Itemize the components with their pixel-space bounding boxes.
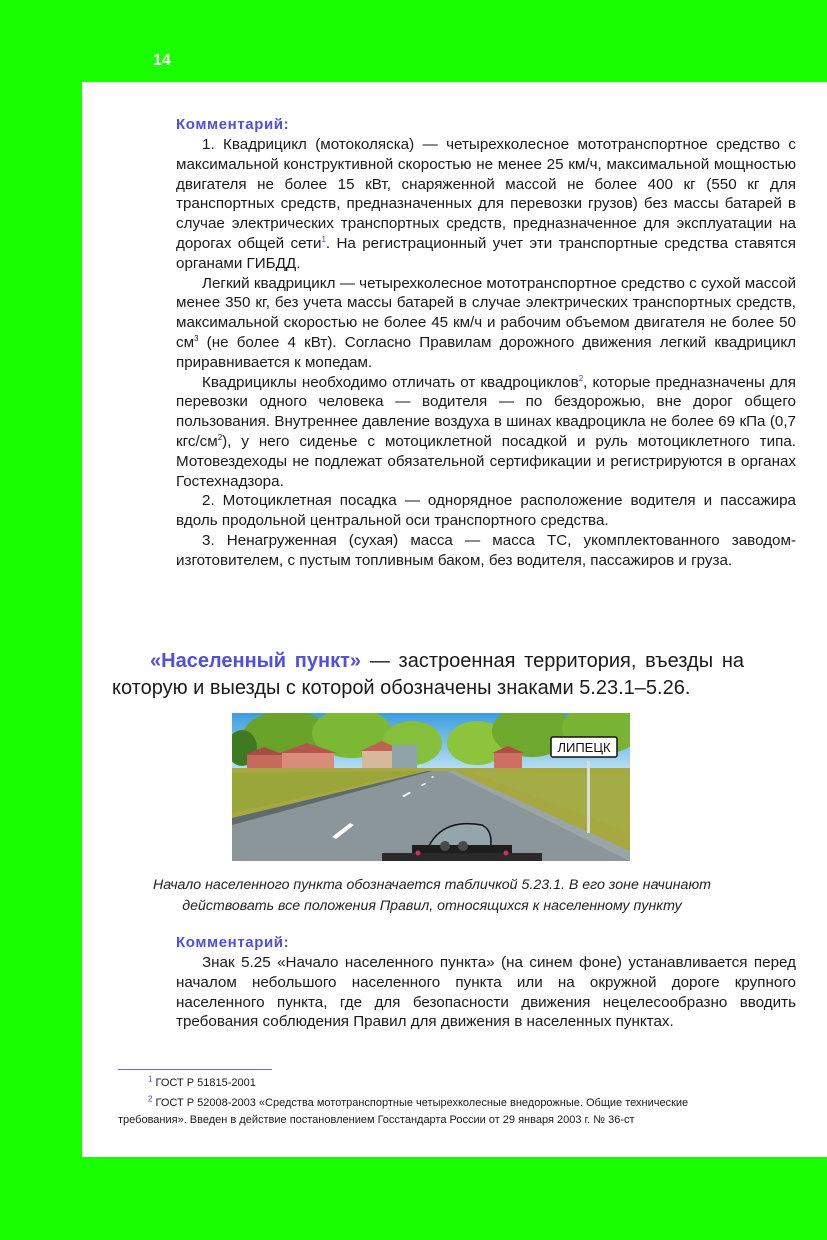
comment-title: Комментарий: (176, 934, 290, 951)
footnote-text: ГОСТ Р 51815-2001 (155, 1077, 256, 1089)
definition-text: — застроенная территория, въезды на которую и выезды с которой обозначены знаками 5.23.1–5.26. (112, 650, 744, 699)
sign-post (587, 761, 590, 833)
road-illustration (232, 713, 630, 861)
text-span: Квадрициклы необходимо отличать от квадроциклов (202, 373, 579, 391)
footnote-text: ГОСТ Р 52008-2003 «Средства мототранспортные четырехколесные внедорожные. Общие технические требования». Введен в действие постановлением Госстандарта России от 29 января 2003 г. № 36-ст (118, 1097, 689, 1126)
figure-caption: Начало населенного пункта обозначается табличкой 5.23.1. В его зоне начинают действовать все положения Правил, относящихся к населенному пункту (153, 877, 711, 914)
comment-paragraph: 3. Ненагруженная (сухая) масса — масса ТС, укомплектованного заводом-изготовителем, с пустым топливным баком, без водителя, пассажиров и груза. (176, 531, 796, 569)
superscript: 2 (217, 432, 223, 442)
comment-block-1 (176, 115, 796, 571)
footnote-ref[interactable]: 2 (578, 373, 584, 383)
footnote-item (118, 1095, 748, 1129)
text-span: Легкий квадрицикл — четырехколесное мототранспортное средство с сухой массой менее 350 кг, без учета массы батарей в случае электрических транспортных средств, максимальной скоростью не более 45 км/ч и рабочим объемом двигателя не более 50 см (176, 274, 796, 351)
comment-paragraph (176, 274, 796, 373)
comment-paragraph: 2. Мотоциклетная посадка — однорядное расположение водителя и пассажира вдоль продольной центральной оси транспортного средства. (176, 492, 796, 530)
text-span: , которые предназначены для перевозки одного человека — водителя — по бездорожью, вне дорог общего пользования. Внутреннее давление воздуха в шинах квадроцикла не более 69 кПа (0,7 кгс/см (176, 373, 796, 450)
footnotes (118, 1075, 748, 1129)
footnote-ref[interactable]: 1 (321, 234, 326, 244)
superscript: 3 (194, 333, 199, 343)
text-span: 1. Квадрицикл (мотоколяска) — четырехколесное мототранспортное средство с максимальной конструктивной скоростью не менее 25 км/ч, максимальной мощностью двигателя не более 15 кВт, снаряженной массой не более 400 кг (550 кг для транспортных средств, предназначенных для перевозки грузов) без массы батарей в случае электрических транспортных средств, предназначенное для эксплуатации на дорогах общей сети (176, 136, 796, 252)
text-span: (не более 4 кВт). Согласно Правилам дорожного движения легкий квадрицикл приравнивается к мопедам. (176, 333, 796, 371)
comment-paragraph (176, 135, 796, 274)
page-number: 14 (153, 52, 171, 69)
comment-paragraph (176, 373, 796, 492)
footnote-mark: 2 (148, 1094, 153, 1104)
footnote-mark: 1 (148, 1074, 153, 1084)
footnote-item (118, 1075, 748, 1092)
road-scene-image (232, 713, 630, 861)
definition (112, 648, 744, 702)
footnote-divider (118, 1069, 272, 1070)
text-span: ), у него сиденье с мотоциклетной посадкой и руль мотоциклетного типа. Мотовездеходы не подлежат обязательной сертификации и регистрируются в органах Гостехнадзора. (176, 432, 796, 490)
text-span: . На регистрационный учет эти транспортные средства ставятся органами ГИБДД. (176, 234, 796, 272)
comment-block-2 (176, 933, 796, 1032)
town-sign-text: ЛИПЕЦК (557, 740, 611, 755)
definition-term: «Населенный пункт» (150, 650, 362, 672)
comment-title: Комментарий: (176, 116, 290, 133)
page-sheet (82, 82, 827, 1157)
comment-paragraph: Знак 5.25 «Начало населенного пункта» (на синем фоне) устанавливается перед началом небольшого населенного пункта или на окружной дороге крупного населенного пункта, где для безопасности движения нецелесообразно вводить требования соблюдения Правил для движения в населенных пунктах. (176, 954, 796, 1031)
